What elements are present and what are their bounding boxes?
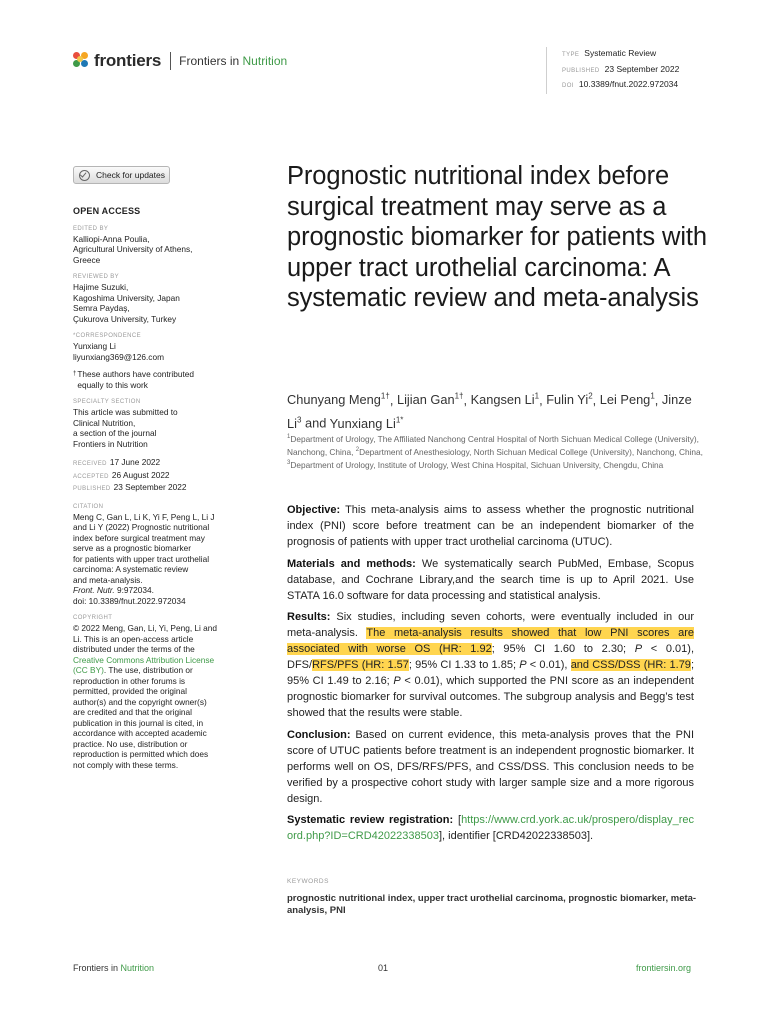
p-symbol: P [519,659,527,671]
open-access-label: OPEN ACCESS [73,206,141,216]
keywords: prognostic nutritional index, upper tract urothelial carcinoma, prognostic biomarker, meta-analysis, PNI [287,893,697,916]
journal-name[interactable] [179,54,287,68]
methods-paragraph [287,556,694,604]
accepted-label: ACCEPTED [73,473,109,480]
published-row [562,63,679,79]
author[interactable] [546,392,592,407]
citation-journal-row [73,585,243,596]
article-meta [546,47,679,94]
p-symbol: P [634,643,643,655]
correspondence-label: *CORRESPONDENCE [73,333,142,339]
author[interactable] [287,392,390,407]
results-text: ; 95% CI 1.33 to 1.85; [408,659,520,671]
footer-journal-name: Nutrition [120,963,155,973]
dagger-mark: † [73,371,77,377]
objective-paragraph [287,502,694,550]
accepted-date: 26 August 2022 [111,469,170,480]
objective-label: Objective: [287,504,341,516]
author-name: Lei Peng [599,392,651,408]
author-sup: 1† [454,392,464,401]
article-type-row [562,47,679,63]
affiliation-text: Department of Anesthesiology, North Sichuan Medical College (University), Nanchong, China, [359,446,703,457]
sidebar [73,206,243,770]
author-sep: , [592,392,600,408]
author-sep: , [539,392,547,408]
citation-text: Meng C, Gan L, Li K, Yi F, Peng L, Li J and Li Y (2022) Prognostic nutritional index before surgical treatment may serve as a prognostic biomarker for patients with upper tract urothelial carcinoma: A systematic review and meta-analysis. [73,511,215,585]
author-name: Fulin Yi [546,392,589,408]
copyright-label: COPYRIGHT [73,615,113,621]
contrib-note-text: These authors have contributed equally to this work [77,369,195,390]
edited-by: Kalliopi-Anna Poulia, Agricultural University of Athens, Greece [73,233,193,265]
accepted-row [73,470,243,483]
doi-label: DOI [562,83,574,89]
author-sup: 1† [380,392,390,401]
published-row-left [73,482,243,495]
check-icon [79,170,90,181]
author-name: Chunyang Meng [287,392,381,408]
citation-journal: Front. Nutr. [73,585,115,595]
citation-volume: 9:972034. [114,585,154,595]
author-sep: , [389,392,397,408]
affiliation-sup: 3 [287,459,291,466]
footer-journal[interactable] [73,963,154,973]
results-text: < 0.01), DFS/ [287,643,694,671]
frontiers-logo-icon [73,52,91,70]
conclusion-label: Conclusion: [287,728,351,741]
citation-label: CITATION [73,503,104,510]
journal-prefix: Frontiers in [179,54,243,68]
author-sep: and [301,415,330,431]
author-name: Lijian Gan [396,392,455,408]
page-number: 01 [378,963,389,973]
author-sup: 2 [588,392,593,401]
specialty-section: This article was submitted to Clinical Nutrition, a section of the journal Frontiers in Nutrition [73,407,178,449]
journal-name-green: Nutrition [242,54,288,68]
author-sup: 1* [395,415,404,425]
received-date: 17 June 2022 [109,457,161,467]
author-sup: 1 [534,392,540,401]
specialty-label: SPECIALTY SECTION [73,399,141,405]
results-text: Six studies, including seven cohorts, were eventually included in our meta-analysis. [287,611,694,639]
author[interactable] [471,392,540,407]
registration-paragraph [287,812,694,844]
affiliation-text: Department of Urology, The Affiliated Nanchong Central Hospital of North Sichuan Medical College (University), Nanchong, China, [287,433,699,457]
affiliation-sup: 1 [287,434,291,440]
author[interactable] [600,392,655,407]
published-label: PUBLISHED [562,67,600,74]
author-sup: 3 [296,415,302,425]
received-label: RECEIVED [73,461,107,467]
article-title: Prognostic nutritional index before surgical treatment may serve as a prognostic biomarker for patients with upper tract urothelial carcinoma: A systematic review and meta-analysis [287,162,707,312]
footer-journal-prefix: Frontiers in [73,963,121,973]
check-for-updates-button[interactable] [73,166,170,184]
check-for-updates-label: Check for updates [96,170,165,180]
doi-value[interactable]: 10.3389/fnut.2022.972034 [578,79,679,89]
footer-site-link[interactable]: frontiersin.org [636,963,692,973]
results-label: Results: [287,611,331,623]
results-text: < 0.01), [526,659,571,671]
logo-divider [170,52,171,70]
affiliations [287,432,707,470]
author-sup: 1 [650,392,655,401]
copyright-part-1: © 2022 Meng, Gan, Li, Yi, Peng, Li and Li. This is an open-access article distributed under the terms of the [73,623,218,654]
citation-doi[interactable]: doi: 10.3389/fnut.2022.972034 [73,595,186,606]
reviewed-by: Hajime Suzuki, Kagoshima University, Japan Semra Paydaş, Çukurova University, Turkey [73,282,180,324]
published-date-left: 23 September 2022 [113,482,187,492]
abstract [287,502,694,850]
logo-wordmark: frontiers [94,51,162,70]
methods-text: We systematically search PubMed, Embase, Scopus database, and Cochrane Library,and the search time is up to April 2021. Use STATA 16.0 software for data processing and statistical analysis. [287,557,695,602]
highlight-rfs[interactable]: RFS/PFS (HR: 1.57 [312,659,409,671]
results-text: ; 95% CI 1.60 to 2.30; [491,643,635,655]
doi-row[interactable] [562,78,679,94]
author-list [287,387,707,434]
registration-label: Systematic review registration: [287,814,454,826]
affiliation-sup: 2 [355,446,360,453]
received-row [73,457,243,470]
affiliation-text: Department of Urology, Institute of Urology, West China Hospital, Sichuan University, Chengdu, China [290,459,664,470]
registration-text: [ [453,814,462,826]
p-symbol: P [393,675,401,687]
published-label-left: PUBLISHED [73,486,111,492]
author-sep: , [463,392,471,408]
license-link[interactable]: Creative Commons Attribution License (CC BY) [73,654,215,675]
registration-link[interactable]: https://www.crd.york.ac.uk/prospero/display_record.php?ID=CRD42022338503 [287,814,694,842]
edited-by-label: EDITED BY [73,225,109,232]
results-text: ; 95% CI 1.49 to 2.16; [287,659,694,687]
contrib-note [73,369,243,390]
author[interactable] [330,416,404,431]
conclusion-text: Based on current evidence, this meta-analysis proves that the PNI score of UTUC patients before treatment is an independent prognostic biomarker. It performs well on OS, DFS/RFS/PFS, and CSS/DSS. This conclusion needs to be verified by a prospective cohort study with larger sample size and a more rigorous design. [287,728,694,805]
reviewed-by-label: REVIEWED BY [73,274,120,280]
results-paragraph [287,609,694,721]
results-text: < 0.01), which supported the PNI score as an independent prognostic biomarker for survival outcomes. The subgroup analysis and Begg’s test showed that the results were stable. [287,675,694,719]
copyright-part-2: . The use, distribution or reproduction in other forums is permitted, provided the original author(s) and the copyright owner(s) are credited and that the original publication in this journal is cited, in accordance with accepted academic practice. No use, distribution or reproduction is permitted which does not comply with these terms. [73,665,209,770]
keywords-label: KEYWORDS [287,878,329,885]
author[interactable] [397,392,464,407]
author-name: Jinze Li [287,392,692,431]
objective-text: This meta-analysis aims to assess whether the prognostic nutritional index (PNI) score before treatment can be an independent biomarker of the prognosis of patients with upper tract urothelial carcinoma (UTUC). [287,504,694,548]
copyright-text [73,623,243,770]
author-sep: , [654,392,662,408]
correspondence[interactable]: Yunxiang Li liyunxiang369@126.com [73,341,164,362]
highlight-css[interactable]: and CSS/DSS (HR: 1.79 [570,659,691,671]
methods-label: Materials and methods: [287,557,416,570]
author-name: Yunxiang Li [329,415,396,431]
conclusion-paragraph [287,727,694,807]
published-value: 23 September 2022 [604,63,680,74]
registration-text: ], identifier [CRD42022338503]. [438,830,594,842]
type-value: Systematic Review [584,48,657,58]
highlight-os[interactable]: The meta-analysis results showed that low PNI scores are associated with worse OS (HR: 1.92 [287,627,695,655]
frontiers-logo[interactable] [73,50,287,72]
author-name: Kangsen Li [470,392,535,408]
type-label: TYPE [562,52,580,58]
